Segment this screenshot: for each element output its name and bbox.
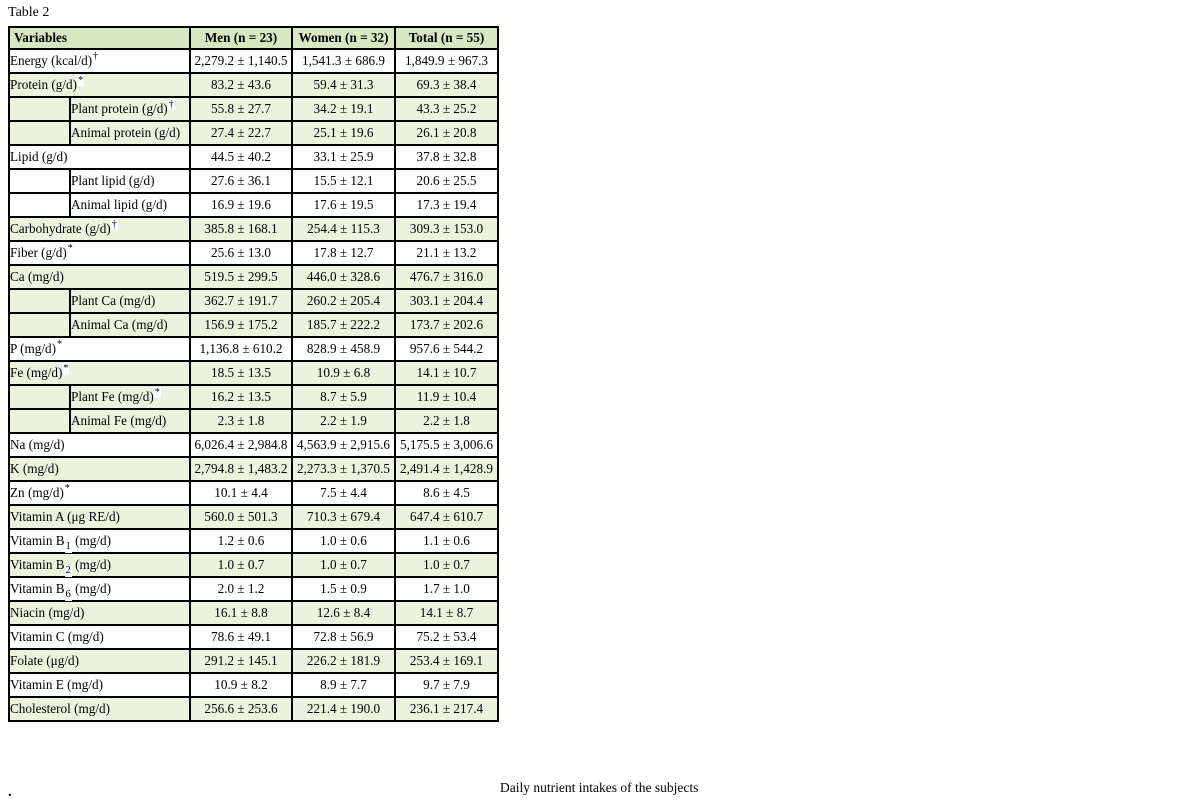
value-cell-women: 2.2 ± 1.9 bbox=[292, 409, 395, 433]
value-cell-men: 362.7 ± 191.7 bbox=[190, 289, 292, 313]
value-cell-total: 2.2 ± 1.8 bbox=[395, 409, 498, 433]
value-cell-total: 17.3 ± 19.4 bbox=[395, 193, 498, 217]
value-cell-men: 519.5 ± 299.5 bbox=[190, 265, 292, 289]
stray-period: . bbox=[8, 784, 12, 800]
value-cell-men: 44.5 ± 40.2 bbox=[190, 145, 292, 169]
variable-label: Cholesterol (mg/d) bbox=[9, 697, 190, 721]
value-cell-women: 185.7 ± 222.2 bbox=[292, 313, 395, 337]
indent-cell bbox=[9, 289, 70, 313]
value-cell-total: 5,175.5 ± 3,006.6 bbox=[395, 433, 498, 457]
value-cell-women: 2,273.3 ± 1,370.5 bbox=[292, 457, 395, 481]
table-header-row bbox=[9, 27, 498, 49]
variable-label: Carbohydrate (g/d)† bbox=[9, 217, 190, 241]
variable-label: Animal lipid (g/d) bbox=[70, 193, 190, 217]
value-cell-total: 253.4 ± 169.1 bbox=[395, 649, 498, 673]
column-header-women: Women (n = 32) bbox=[292, 27, 395, 49]
value-cell-total: 9.7 ± 7.9 bbox=[395, 673, 498, 697]
value-cell-women: 1.0 ± 0.6 bbox=[292, 529, 395, 553]
indent-cell bbox=[9, 409, 70, 433]
value-cell-men: 83.2 ± 43.6 bbox=[190, 73, 292, 97]
table-row bbox=[9, 697, 498, 721]
table-row bbox=[9, 289, 498, 313]
value-cell-total: 69.3 ± 38.4 bbox=[395, 73, 498, 97]
value-cell-men: 2.0 ± 1.2 bbox=[190, 577, 292, 601]
value-cell-men: 27.6 ± 36.1 bbox=[190, 169, 292, 193]
table-row bbox=[9, 433, 498, 457]
indent-cell bbox=[9, 385, 70, 409]
table-row bbox=[9, 169, 498, 193]
value-cell-total: 21.1 ± 13.2 bbox=[395, 241, 498, 265]
variable-label: Vitamin A (μg RE/d) bbox=[9, 505, 190, 529]
table-row bbox=[9, 97, 498, 121]
value-cell-total: 14.1 ± 10.7 bbox=[395, 361, 498, 385]
table-row bbox=[9, 625, 498, 649]
table-row bbox=[9, 241, 498, 265]
value-cell-men: 560.0 ± 501.3 bbox=[190, 505, 292, 529]
table-row bbox=[9, 121, 498, 145]
value-cell-women: 1,541.3 ± 686.9 bbox=[292, 49, 395, 73]
value-cell-women: 59.4 ± 31.3 bbox=[292, 73, 395, 97]
superscript-mark: * bbox=[63, 363, 69, 374]
variable-label: Na (mg/d) bbox=[9, 433, 190, 457]
table-row bbox=[9, 73, 498, 97]
variable-label: Animal Ca (mg/d) bbox=[70, 313, 190, 337]
table-caption: Daily nutrient intakes of the subjects bbox=[500, 780, 699, 795]
value-cell-total: 1.7 ± 1.0 bbox=[395, 577, 498, 601]
variable-label: Energy (kcal/d)† bbox=[9, 49, 190, 73]
variable-label: Plant protein (g/d)† bbox=[70, 97, 190, 121]
value-cell-total: 43.3 ± 25.2 bbox=[395, 97, 498, 121]
table-row bbox=[9, 505, 498, 529]
nutrient-intake-table bbox=[8, 26, 499, 722]
column-header-men: Men (n = 23) bbox=[190, 27, 292, 49]
value-cell-total: 236.1 ± 217.4 bbox=[395, 697, 498, 721]
column-header-variables: Variables bbox=[9, 27, 190, 49]
superscript-mark: * bbox=[67, 243, 73, 254]
table-row bbox=[9, 601, 498, 625]
value-cell-women: 8.7 ± 5.9 bbox=[292, 385, 395, 409]
value-cell-total: 26.1 ± 20.8 bbox=[395, 121, 498, 145]
variable-label: Ca (mg/d) bbox=[9, 265, 190, 289]
value-cell-men: 27.4 ± 22.7 bbox=[190, 121, 292, 145]
value-cell-women: 221.4 ± 190.0 bbox=[292, 697, 395, 721]
value-cell-women: 10.9 ± 6.8 bbox=[292, 361, 395, 385]
value-cell-total: 1.1 ± 0.6 bbox=[395, 529, 498, 553]
variable-label: Fiber (g/d)* bbox=[9, 241, 190, 265]
table-row bbox=[9, 553, 498, 577]
value-cell-women: 15.5 ± 12.1 bbox=[292, 169, 395, 193]
value-cell-men: 6,026.4 ± 2,984.8 bbox=[190, 433, 292, 457]
table-row bbox=[9, 49, 498, 73]
value-cell-women: 446.0 ± 328.6 bbox=[292, 265, 395, 289]
value-cell-men: 16.9 ± 19.6 bbox=[190, 193, 292, 217]
table-row bbox=[9, 145, 498, 169]
value-cell-total: 1.0 ± 0.7 bbox=[395, 553, 498, 577]
subscript-mark: 2 bbox=[65, 565, 71, 577]
value-cell-men: 16.2 ± 13.5 bbox=[190, 385, 292, 409]
superscript-mark: * bbox=[154, 387, 160, 398]
value-cell-women: 8.9 ± 7.7 bbox=[292, 673, 395, 697]
value-cell-women: 710.3 ± 679.4 bbox=[292, 505, 395, 529]
value-cell-women: 17.8 ± 12.7 bbox=[292, 241, 395, 265]
value-cell-men: 10.9 ± 8.2 bbox=[190, 673, 292, 697]
table-row bbox=[9, 457, 498, 481]
table-row bbox=[9, 481, 498, 505]
table-row bbox=[9, 361, 498, 385]
value-cell-total: 476.7 ± 316.0 bbox=[395, 265, 498, 289]
value-cell-total: 957.6 ± 544.2 bbox=[395, 337, 498, 361]
value-cell-men: 291.2 ± 145.1 bbox=[190, 649, 292, 673]
table-row bbox=[9, 193, 498, 217]
indent-cell bbox=[9, 193, 70, 217]
value-cell-total: 75.2 ± 53.4 bbox=[395, 625, 498, 649]
superscript-mark: † bbox=[93, 51, 99, 62]
value-cell-men: 1.2 ± 0.6 bbox=[190, 529, 292, 553]
variable-label: Animal Fe (mg/d) bbox=[70, 409, 190, 433]
table-body bbox=[9, 49, 498, 721]
variable-label: Vitamin E (mg/d) bbox=[9, 673, 190, 697]
value-cell-women: 12.6 ± 8.4 bbox=[292, 601, 395, 625]
value-cell-total: 1,849.9 ± 967.3 bbox=[395, 49, 498, 73]
value-cell-men: 18.5 ± 13.5 bbox=[190, 361, 292, 385]
column-header-total: Total (n = 55) bbox=[395, 27, 498, 49]
variable-label: Plant lipid (g/d) bbox=[70, 169, 190, 193]
subscript-mark: 6 bbox=[65, 589, 71, 601]
value-cell-women: 4,563.9 ± 2,915.6 bbox=[292, 433, 395, 457]
superscript-mark: * bbox=[78, 75, 84, 86]
table-row bbox=[9, 577, 498, 601]
value-cell-women: 1.5 ± 0.9 bbox=[292, 577, 395, 601]
table-row bbox=[9, 409, 498, 433]
value-cell-women: 828.9 ± 458.9 bbox=[292, 337, 395, 361]
variable-label: Lipid (g/d) bbox=[9, 145, 190, 169]
value-cell-women: 7.5 ± 4.4 bbox=[292, 481, 395, 505]
indent-cell bbox=[9, 121, 70, 145]
value-cell-men: 385.8 ± 168.1 bbox=[190, 217, 292, 241]
superscript-mark: * bbox=[57, 339, 63, 350]
table-number-label: Table 2 bbox=[8, 5, 50, 20]
value-cell-women: 25.1 ± 19.6 bbox=[292, 121, 395, 145]
superscript-mark: † bbox=[111, 219, 117, 230]
variable-label: Fe (mg/d)* bbox=[9, 361, 190, 385]
indent-cell bbox=[9, 169, 70, 193]
value-cell-total: 303.1 ± 204.4 bbox=[395, 289, 498, 313]
table-row bbox=[9, 217, 498, 241]
variable-label: Plant Fe (mg/d)* bbox=[70, 385, 190, 409]
value-cell-total: 647.4 ± 610.7 bbox=[395, 505, 498, 529]
value-cell-total: 8.6 ± 4.5 bbox=[395, 481, 498, 505]
superscript-mark: † bbox=[168, 99, 174, 110]
variable-label: Protein (g/d)* bbox=[9, 73, 190, 97]
variable-label: Plant Ca (mg/d) bbox=[70, 289, 190, 313]
value-cell-women: 17.6 ± 19.5 bbox=[292, 193, 395, 217]
subscript-mark: 1 bbox=[65, 541, 71, 553]
value-cell-total: 11.9 ± 10.4 bbox=[395, 385, 498, 409]
variable-label: Vitamin C (mg/d) bbox=[9, 625, 190, 649]
superscript-mark: * bbox=[64, 483, 70, 494]
value-cell-men: 1,136.8 ± 610.2 bbox=[190, 337, 292, 361]
variable-label: Animal protein (g/d) bbox=[70, 121, 190, 145]
table-row bbox=[9, 337, 498, 361]
value-cell-total: 309.3 ± 153.0 bbox=[395, 217, 498, 241]
value-cell-women: 254.4 ± 115.3 bbox=[292, 217, 395, 241]
value-cell-men: 2.3 ± 1.8 bbox=[190, 409, 292, 433]
variable-label: Vitamin $B_6$ (mg/d) bbox=[9, 577, 190, 601]
value-cell-men: 16.1 ± 8.8 bbox=[190, 601, 292, 625]
indent-cell bbox=[9, 313, 70, 337]
table-row bbox=[9, 313, 498, 337]
value-cell-total: 20.6 ± 25.5 bbox=[395, 169, 498, 193]
variable-label: Niacin (mg/d) bbox=[9, 601, 190, 625]
value-cell-men: 156.9 ± 175.2 bbox=[190, 313, 292, 337]
value-cell-women: 226.2 ± 181.9 bbox=[292, 649, 395, 673]
indent-cell bbox=[9, 97, 70, 121]
value-cell-total: 14.1 ± 8.7 bbox=[395, 601, 498, 625]
table-row bbox=[9, 673, 498, 697]
value-cell-men: 1.0 ± 0.7 bbox=[190, 553, 292, 577]
table-row bbox=[9, 529, 498, 553]
value-cell-total: 37.8 ± 32.8 bbox=[395, 145, 498, 169]
value-cell-men: 256.6 ± 253.6 bbox=[190, 697, 292, 721]
value-cell-total: 2,491.4 ± 1,428.9 bbox=[395, 457, 498, 481]
variable-label: Folate (μg/d) bbox=[9, 649, 190, 673]
variable-label: Vitamin $B_1$ (mg/d) bbox=[9, 529, 190, 553]
variable-label: Vitamin $B_2$ (mg/d) bbox=[9, 553, 190, 577]
value-cell-men: 10.1 ± 4.4 bbox=[190, 481, 292, 505]
table-row bbox=[9, 265, 498, 289]
table-row bbox=[9, 385, 498, 409]
value-cell-women: 33.1 ± 25.9 bbox=[292, 145, 395, 169]
value-cell-men: 2,794.8 ± 1,483.2 bbox=[190, 457, 292, 481]
header-row bbox=[9, 27, 498, 49]
value-cell-men: 25.6 ± 13.0 bbox=[190, 241, 292, 265]
value-cell-men: 2,279.2 ± 1,140.5 bbox=[190, 49, 292, 73]
value-cell-total: 173.7 ± 202.6 bbox=[395, 313, 498, 337]
value-cell-men: 55.8 ± 27.7 bbox=[190, 97, 292, 121]
value-cell-women: 1.0 ± 0.7 bbox=[292, 553, 395, 577]
variable-label: Zn (mg/d)* bbox=[9, 481, 190, 505]
value-cell-women: 260.2 ± 205.4 bbox=[292, 289, 395, 313]
value-cell-women: 72.8 ± 56.9 bbox=[292, 625, 395, 649]
variable-label: P (mg/d)* bbox=[9, 337, 190, 361]
value-cell-men: 78.6 ± 49.1 bbox=[190, 625, 292, 649]
variable-label: K (mg/d) bbox=[9, 457, 190, 481]
value-cell-women: 34.2 ± 19.1 bbox=[292, 97, 395, 121]
table-row bbox=[9, 649, 498, 673]
